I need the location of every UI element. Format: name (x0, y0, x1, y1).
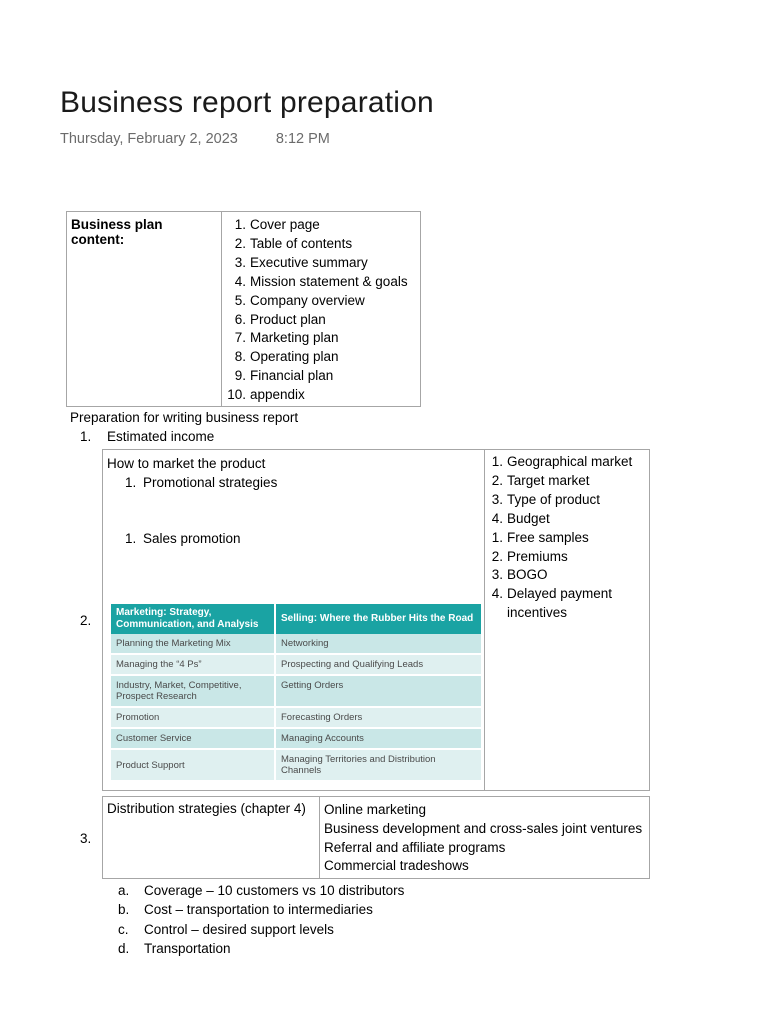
page-title: Business report preparation (60, 86, 434, 119)
list-item: 1. Cover page (234, 217, 320, 232)
distribution-factors-list (118, 881, 405, 956)
list-item: 4. Mission statement & goals (234, 273, 408, 289)
list-item: 5. Company overview (234, 292, 365, 308)
list-item: 2. Target market (491, 472, 590, 488)
list-item: b. Cost – transportation to intermediaries (118, 902, 373, 918)
business-plan-list (226, 216, 416, 405)
table-row: Managing the “4 Ps” Prospecting and Qualifying Leads (111, 654, 481, 675)
list-item: a. Coverage – 10 customers vs 10 distributors (118, 883, 405, 898)
distribution-item: Online marketing (324, 802, 427, 817)
prep-item-1: 1. Estimated income (80, 429, 215, 444)
list-item: 8. Operating plan (234, 349, 339, 365)
list-item: 10. appendix (227, 387, 305, 403)
distribution-item: Commercial tradeshows (324, 858, 469, 874)
table-row: Product Support Managing Territories and Distribution Channels (111, 749, 481, 781)
list-item: 3. Type of product (491, 491, 601, 507)
distribution-heading: Distribution strategies (chapter 4) (103, 797, 320, 878)
sales-promotion-item: 1. Sales promotion (125, 531, 241, 546)
page-dateline (60, 131, 330, 147)
list-item: 2. Premiums (491, 548, 568, 564)
table-row: Planning the Marketing Mix Networking (111, 634, 481, 654)
promotional-strategies-item: 1. Promotional strategies (125, 475, 278, 490)
table-row: Promotion Forecasting Orders (111, 707, 481, 728)
list-item: 4. Delayed payment incentives (491, 586, 613, 621)
list-item: c. Control – desired support levels (118, 921, 334, 937)
distribution-item: Referral and affiliate programs (324, 839, 506, 855)
table-row: Industry, Market, Competitive, Prospect Research Getting Orders (111, 675, 481, 707)
list-item: 7. Marketing plan (234, 330, 339, 346)
prep-item-3-number: 3. (80, 831, 92, 846)
list-item: 4. Budget (491, 510, 550, 526)
list-item: 1. Geographical market (491, 454, 633, 469)
page-date: Thursday, February 2, 2023 (60, 131, 238, 147)
page-time: 8:12 PM (275, 131, 330, 147)
prep-item-2-number: 2. (80, 613, 92, 628)
business-plan-heading: Business plan content: (67, 212, 222, 406)
list-item: 9. Financial plan (234, 368, 334, 384)
list-item: 2. Table of contents (234, 235, 353, 251)
list-item: d. Transportation (118, 940, 231, 956)
marketing-heading: How to market the product (107, 456, 266, 471)
distribution-table[interactable] (102, 796, 650, 879)
list-item: 3. BOGO (491, 567, 548, 583)
list-item: 3. Executive summary (234, 254, 368, 270)
marketing-selling-image-table (111, 604, 481, 782)
list-item: 1. Free samples (491, 529, 589, 545)
table-row: Customer Service Managing Accounts (111, 728, 481, 749)
marketing-table[interactable] (102, 449, 650, 791)
image-table-col2-header: Selling: Where the Rubber Hits the Road (275, 604, 481, 634)
list-item: 6. Product plan (234, 311, 326, 327)
marketing-right-list (487, 453, 647, 623)
business-plan-table[interactable] (66, 211, 421, 407)
image-table-col1-header: Marketing: Strategy, Communication, and Analysis (111, 604, 275, 634)
prep-heading: Preparation for writing business report (70, 410, 299, 425)
distribution-item: Business development and cross-sales joint ventures (324, 820, 643, 836)
